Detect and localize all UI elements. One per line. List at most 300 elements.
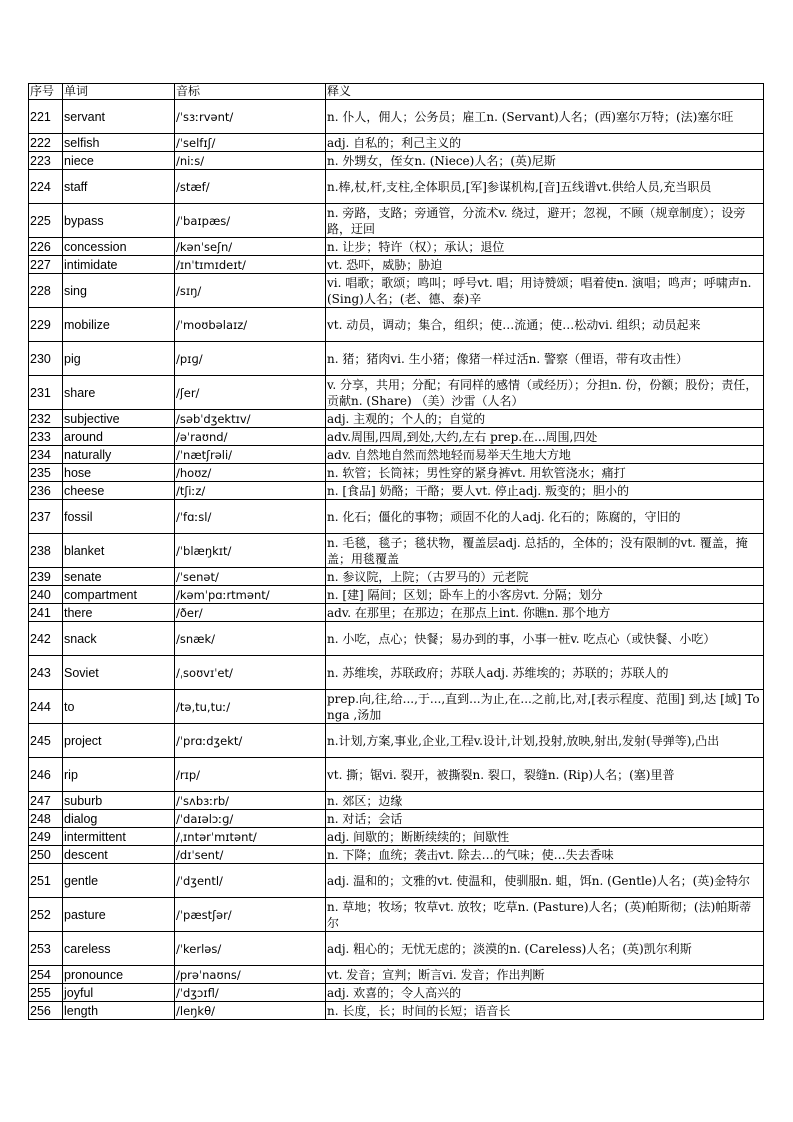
- phonetic-cell-text: /ˈblæŋkɪt/: [176, 543, 232, 558]
- table-row: [29, 792, 764, 810]
- phonetic-cell: [175, 792, 326, 810]
- definition-cell: [326, 376, 764, 410]
- definition-cell-text: adj. 间歇的；断断续续的；间歇性: [327, 829, 510, 844]
- row-number-text: 234: [30, 447, 51, 462]
- phonetic-cell: [175, 428, 326, 446]
- word-cell-text: there: [64, 605, 93, 620]
- phonetic-cell-text: /səbˈdʒektɪv/: [176, 411, 251, 426]
- row-number: [29, 446, 63, 464]
- word-cell-text: servant: [64, 109, 105, 124]
- header-word: 单词: [63, 84, 175, 100]
- row-number: [29, 152, 63, 170]
- phonetic-cell: [175, 966, 326, 984]
- table-header-row: [29, 84, 764, 100]
- row-number: [29, 656, 63, 690]
- word-cell-text: descent: [64, 847, 108, 862]
- table-row: [29, 690, 764, 724]
- phonetic-cell: [175, 622, 326, 656]
- row-number-text: 255: [30, 985, 51, 1000]
- definition-cell: [326, 690, 764, 724]
- row-number: [29, 758, 63, 792]
- definition-cell-text: vt. 动员，调动；集合，组织；使…流通；使…松动vi. 组织；动员起来: [327, 317, 701, 332]
- word-cell: [63, 410, 175, 428]
- word-cell-text: joyful: [64, 985, 94, 1000]
- phonetic-cell-text: /snæk/: [176, 631, 215, 646]
- word-cell: [63, 810, 175, 828]
- definition-cell-text: n. 化石；僵化的事物；顽固不化的人adj. 化石的；陈腐的，守旧的: [327, 509, 681, 524]
- phonetic-cell-text: /ˈbaɪpæs/: [176, 213, 231, 228]
- phonetic-cell: [175, 724, 326, 758]
- table-row: [29, 724, 764, 758]
- word-cell: [63, 100, 175, 134]
- phonetic-cell-text: /sɪŋ/: [176, 283, 202, 298]
- row-number-text: 249: [30, 829, 51, 844]
- phonetic-cell: [175, 810, 326, 828]
- table-row: [29, 464, 764, 482]
- definition-cell: [326, 308, 764, 342]
- definition-cell-text: n. [食品] 奶酪；干酪；要人vt. 停止adj. 叛变的；胆小的: [327, 483, 629, 498]
- phonetic-cell: [175, 342, 326, 376]
- definition-cell-text: adv. 在那里；在那边；在那点上int. 你瞧n. 那个地方: [327, 605, 611, 620]
- table-row: [29, 1002, 764, 1020]
- definition-cell: [326, 534, 764, 568]
- row-number: [29, 586, 63, 604]
- phonetic-cell-text: /ˈkerləs/: [176, 941, 222, 956]
- definition-cell-text: n. 草地；牧场；牧草vt. 放牧；吃草n. (Pasture)人名；(英)帕斯彻；(法)帕斯蒂尔: [327, 899, 752, 930]
- definition-cell-text: adv. 自然地自然而然地轻而易举天生地大方地: [327, 447, 571, 462]
- word-cell: [63, 984, 175, 1002]
- phonetic-cell: [175, 410, 326, 428]
- word-cell-text: compartment: [64, 587, 137, 602]
- row-number-text: 231: [30, 385, 51, 400]
- definition-cell-text: n. [建] 隔间；区划；卧车上的小客房vt. 分隔；划分: [327, 587, 603, 602]
- definition-cell: [326, 792, 764, 810]
- table-row: [29, 342, 764, 376]
- phonetic-cell: [175, 586, 326, 604]
- word-cell: [63, 898, 175, 932]
- definition-cell: [326, 966, 764, 984]
- row-number-text: 237: [30, 509, 51, 524]
- word-cell: [63, 1002, 175, 1020]
- phonetic-cell-text: /prəˈnaʊns/: [176, 967, 241, 982]
- word-cell: [63, 256, 175, 274]
- table-row: [29, 308, 764, 342]
- row-number-text: 243: [30, 665, 51, 680]
- row-number-text: 247: [30, 793, 51, 808]
- phonetic-cell: [175, 604, 326, 622]
- word-cell-text: intermittent: [64, 829, 126, 844]
- row-number-text: 235: [30, 465, 51, 480]
- row-number: [29, 568, 63, 586]
- definition-cell-text: n. 长度，长；时间的长短；语音长: [327, 1003, 511, 1018]
- table-row: [29, 966, 764, 984]
- phonetic-cell-text: /ˈprɑːdʒekt/: [176, 733, 243, 748]
- row-number: [29, 792, 63, 810]
- word-cell-text: blanket: [64, 543, 105, 558]
- phonetic-cell-text: /kənˈseʃn/: [176, 239, 233, 254]
- definition-cell-text: n. 郊区；边缘: [327, 793, 403, 808]
- row-number: [29, 100, 63, 134]
- word-cell: [63, 932, 175, 966]
- row-number: [29, 500, 63, 534]
- phonetic-cell: [175, 482, 326, 500]
- definition-cell-text: adj. 温和的；文雅的vt. 使温和，使驯服n. 蛆，饵n. (Gentle)人名；(英)金特尔: [327, 873, 751, 888]
- word-cell: [63, 376, 175, 410]
- row-number-text: 232: [30, 411, 51, 426]
- definition-cell: [326, 482, 764, 500]
- word-cell-text: sing: [64, 283, 87, 298]
- phonetic-cell-text: /leŋkθ/: [176, 1003, 216, 1018]
- word-cell-text: hose: [64, 465, 92, 480]
- word-cell-text: around: [64, 429, 103, 444]
- phonetic-cell-text: /ˈpæstʃər/: [176, 907, 232, 922]
- row-number-text: 229: [30, 317, 51, 332]
- word-cell-text: length: [64, 1003, 99, 1018]
- definition-cell: [326, 152, 764, 170]
- phonetic-cell-text: /ʃer/: [176, 385, 200, 400]
- row-number: [29, 464, 63, 482]
- row-number: [29, 410, 63, 428]
- row-number-text: 236: [30, 483, 51, 498]
- phonetic-cell: [175, 828, 326, 846]
- word-cell-text: share: [64, 385, 96, 400]
- row-number: [29, 428, 63, 446]
- word-cell-text: senate: [64, 569, 102, 584]
- word-cell: [63, 428, 175, 446]
- row-number-text: 222: [30, 135, 51, 150]
- phonetic-cell-text: /ˈdaɪəlɔːɡ/: [176, 811, 234, 826]
- word-cell-text: dialog: [64, 811, 98, 826]
- phonetic-cell: [175, 446, 326, 464]
- row-number: [29, 534, 63, 568]
- phonetic-cell: [175, 1002, 326, 1020]
- definition-cell: [326, 604, 764, 622]
- definition-cell-text: n. 软管；长筒袜；男性穿的紧身裤vt. 用软管浇水；痛打: [327, 465, 626, 480]
- word-cell: [63, 622, 175, 656]
- row-number-text: 224: [30, 179, 51, 194]
- row-number: [29, 170, 63, 204]
- row-number-text: 226: [30, 239, 51, 254]
- row-number-text: 241: [30, 605, 51, 620]
- row-number: [29, 1002, 63, 1020]
- phonetic-cell: [175, 152, 326, 170]
- word-cell: [63, 204, 175, 238]
- header-number: 序号: [29, 84, 63, 100]
- definition-cell-text: n. 参议院，上院；（古罗马的）元老院: [327, 569, 529, 584]
- definition-cell: [326, 898, 764, 932]
- definition-cell: [326, 170, 764, 204]
- word-cell: [63, 966, 175, 984]
- definition-cell-text: n. 毛毯，毯子；毯状物，覆盖层adj. 总括的，全体的；没有限制的vt. 覆盖，掩盖；用毯覆盖: [327, 535, 748, 566]
- row-number-text: 240: [30, 587, 51, 602]
- definition-cell: [326, 828, 764, 846]
- phonetic-cell-text: /ˈselfɪʃ/: [176, 135, 216, 150]
- phonetic-cell: [175, 690, 326, 724]
- word-cell: [63, 170, 175, 204]
- definition-cell-text: v. 分享，共用；分配；有同样的感情（或经历）；分担n. 份，份额；股份；责任，贡献n. (Share) （美）沙雷（人名）: [327, 377, 758, 408]
- row-number-text: 228: [30, 283, 51, 298]
- word-cell: [63, 758, 175, 792]
- row-number: [29, 690, 63, 724]
- row-number-text: 246: [30, 767, 51, 782]
- definition-cell: [326, 274, 764, 308]
- phonetic-cell: [175, 308, 326, 342]
- definition-cell: [326, 810, 764, 828]
- word-cell: [63, 846, 175, 864]
- row-number: [29, 342, 63, 376]
- row-number: [29, 376, 63, 410]
- definition-cell-text: n. 仆人，佣人；公务员；雇工n. (Servant)人名；(西)塞尔万特；(法)塞尔旺: [327, 109, 734, 124]
- row-number-text: 223: [30, 153, 51, 168]
- phonetic-cell-text: /ˈsenət/: [176, 569, 219, 584]
- phonetic-cell-text: /ɪnˈtɪmɪdeɪt/: [176, 257, 246, 272]
- definition-cell: [326, 446, 764, 464]
- definition-cell: [326, 410, 764, 428]
- table-row: [29, 898, 764, 932]
- word-cell-text: selfish: [64, 135, 100, 150]
- header-definition: 释义: [326, 84, 764, 100]
- definition-cell-text: prep.向,往,给...,于...,直到...为止,在...之前,比,对,[表示程度、范围] 到,达 [域] Tonga ,汤加: [327, 691, 760, 722]
- word-cell: [63, 482, 175, 500]
- definition-cell-text: adj. 粗心的；无忧无虑的；淡漠的n. (Careless)人名；(英)凯尔利斯: [327, 941, 692, 956]
- word-cell-text: suburb: [64, 793, 103, 808]
- phonetic-cell: [175, 376, 326, 410]
- row-number-text: 248: [30, 811, 51, 826]
- table-row: [29, 152, 764, 170]
- definition-cell: [326, 846, 764, 864]
- word-cell: [63, 828, 175, 846]
- word-cell-text: to: [64, 699, 75, 714]
- row-number-text: 225: [30, 213, 51, 228]
- header-phonetic: 音标: [175, 84, 326, 100]
- table-row: [29, 604, 764, 622]
- phonetic-cell-text: /ˈfɑːsl/: [176, 509, 212, 524]
- word-cell: [63, 792, 175, 810]
- word-cell: [63, 238, 175, 256]
- definition-cell: [326, 204, 764, 238]
- phonetic-cell-text: /ˈdʒentl/: [176, 873, 223, 888]
- definition-cell: [326, 984, 764, 1002]
- table-row: [29, 568, 764, 586]
- table-row: [29, 238, 764, 256]
- row-number: [29, 622, 63, 656]
- definition-cell-text: adj. 自私的；利己主义的: [327, 135, 462, 150]
- row-number-text: 227: [30, 257, 51, 272]
- table-row: [29, 846, 764, 864]
- phonetic-cell-text: /ˌɪntərˈmɪtənt/: [176, 829, 257, 844]
- phonetic-cell-text: /dɪˈsent/: [176, 847, 224, 862]
- table-row: [29, 656, 764, 690]
- word-cell: [63, 690, 175, 724]
- row-number: [29, 482, 63, 500]
- definition-cell-text: n.棒,杖,杆,支柱,全体职员,[军]参谋机构,[音]五线谱vt.供给人员,充当职员: [327, 179, 712, 194]
- vocabulary-table: [28, 83, 764, 1020]
- definition-cell-text: vt. 恐吓，威胁；胁迫: [327, 257, 443, 272]
- definition-cell: [326, 758, 764, 792]
- phonetic-cell: [175, 656, 326, 690]
- row-number: [29, 308, 63, 342]
- row-number: [29, 984, 63, 1002]
- table-row: [29, 984, 764, 1002]
- definition-cell: [326, 568, 764, 586]
- row-number: [29, 204, 63, 238]
- word-cell-text: project: [64, 733, 102, 748]
- row-number-text: 252: [30, 907, 51, 922]
- phonetic-cell-text: /ˈnætʃrəli/: [176, 447, 233, 462]
- definition-cell: [326, 864, 764, 898]
- table-row: [29, 134, 764, 152]
- phonetic-cell-text: /kəmˈpɑːrtmənt/: [176, 587, 270, 602]
- word-cell: [63, 656, 175, 690]
- row-number: [29, 256, 63, 274]
- phonetic-cell: [175, 134, 326, 152]
- row-number: [29, 898, 63, 932]
- row-number: [29, 932, 63, 966]
- table-row: [29, 100, 764, 134]
- table-row: [29, 534, 764, 568]
- table-row: [29, 586, 764, 604]
- word-cell: [63, 274, 175, 308]
- row-number-text: 245: [30, 733, 51, 748]
- word-cell-text: subjective: [64, 411, 120, 426]
- word-cell-text: mobilize: [64, 317, 110, 332]
- definition-cell-text: n. 让步；特许（权）；承认；退位: [327, 239, 505, 254]
- row-number-text: 242: [30, 631, 51, 646]
- definition-cell: [326, 500, 764, 534]
- phonetic-cell: [175, 932, 326, 966]
- word-cell-text: staff: [64, 179, 88, 194]
- row-number: [29, 966, 63, 984]
- word-cell: [63, 464, 175, 482]
- phonetic-cell-text: /hoʊz/: [176, 465, 212, 480]
- table-row: [29, 428, 764, 446]
- phonetic-cell-text: /ˌsoʊvɪˈet/: [176, 665, 233, 680]
- table-row: [29, 810, 764, 828]
- row-number-text: 238: [30, 543, 51, 558]
- phonetic-cell-text: /tə,tu,tuː/: [176, 699, 231, 714]
- definition-cell-text: n. 小吃，点心；快餐；易办到的事，小事一桩v. 吃点心（或快餐、小吃）: [327, 631, 716, 646]
- row-number-text: 239: [30, 569, 51, 584]
- row-number-text: 233: [30, 429, 51, 444]
- word-cell-text: snack: [64, 631, 97, 646]
- definition-cell: [326, 622, 764, 656]
- phonetic-cell: [175, 984, 326, 1002]
- word-cell: [63, 724, 175, 758]
- word-cell: [63, 152, 175, 170]
- phonetic-cell: [175, 568, 326, 586]
- phonetic-cell: [175, 238, 326, 256]
- phonetic-cell: [175, 846, 326, 864]
- word-cell: [63, 134, 175, 152]
- row-number: [29, 864, 63, 898]
- word-cell-text: rip: [64, 767, 78, 782]
- row-number-text: 253: [30, 941, 51, 956]
- word-cell-text: bypass: [64, 213, 104, 228]
- word-cell-text: niece: [64, 153, 94, 168]
- phonetic-cell-text: /pɪɡ/: [176, 351, 203, 366]
- phonetic-cell-text: /rɪp/: [176, 767, 201, 782]
- word-cell: [63, 568, 175, 586]
- table-row: [29, 204, 764, 238]
- phonetic-cell-text: /ˈsʌbɜːrb/: [176, 793, 230, 808]
- phonetic-cell-text: /ˈsɜːrvənt/: [176, 109, 234, 124]
- phonetic-cell-text: /əˈraʊnd/: [176, 429, 228, 444]
- row-number: [29, 134, 63, 152]
- word-cell: [63, 586, 175, 604]
- definition-cell: [326, 1002, 764, 1020]
- row-number-text: 221: [30, 109, 51, 124]
- word-cell-text: Soviet: [64, 665, 99, 680]
- definition-cell-text: n. 猪；猪肉vi. 生小猪；像猪一样过活n. 警察（俚语，带有攻击性）: [327, 351, 688, 366]
- phonetic-cell: [175, 204, 326, 238]
- definition-cell-text: vi. 唱歌；歌颂；鸣叫；呼号vt. 唱；用诗赞颂；唱着使n. 演唱；鸣声；呼啸声n. (Sing)人名；(老、德、泰)辛: [327, 275, 752, 306]
- phonetic-cell: [175, 256, 326, 274]
- word-cell-text: pig: [64, 351, 81, 366]
- table-row: [29, 622, 764, 656]
- row-number: [29, 238, 63, 256]
- phonetic-cell-text: /ðer/: [176, 605, 203, 620]
- word-cell-text: cheese: [64, 483, 105, 498]
- word-cell: [63, 604, 175, 622]
- phonetic-cell: [175, 534, 326, 568]
- definition-cell: [326, 724, 764, 758]
- row-number: [29, 724, 63, 758]
- definition-cell-text: adv.周围,四周,到处,大约,左右 prep.在...周围,四处: [327, 429, 598, 444]
- phonetic-cell-text: /ˈmoʊbəlaɪz/: [176, 317, 248, 332]
- phonetic-cell: [175, 170, 326, 204]
- phonetic-cell: [175, 100, 326, 134]
- table-row: [29, 410, 764, 428]
- definition-cell-text: n. 下降；血统；袭击vt. 除去…的气味；使…失去香味: [327, 847, 614, 862]
- table-row: [29, 170, 764, 204]
- definition-cell: [326, 428, 764, 446]
- word-cell: [63, 534, 175, 568]
- definition-cell: [326, 932, 764, 966]
- row-number-text: 256: [30, 1003, 51, 1018]
- phonetic-cell-text: /stæf/: [176, 179, 210, 194]
- row-number: [29, 810, 63, 828]
- definition-cell: [326, 342, 764, 376]
- definition-cell-text: vt. 发音；宣判；断言vi. 发音；作出判断: [327, 967, 545, 982]
- row-number: [29, 846, 63, 864]
- word-cell-text: concession: [64, 239, 127, 254]
- phonetic-cell-text: /tʃiːz/: [176, 483, 206, 498]
- definition-cell-text: n. 外甥女，侄女n. (Niece)人名；(英)尼斯: [327, 153, 556, 168]
- word-cell-text: pronounce: [64, 967, 124, 982]
- row-number-text: 250: [30, 847, 51, 862]
- definition-cell-text: vt. 撕；锯vi. 裂开，被撕裂n. 裂口，裂缝n. (Rip)人名；(塞)里普: [327, 767, 675, 782]
- word-cell-text: pasture: [64, 907, 106, 922]
- table-row: [29, 376, 764, 410]
- definition-cell: [326, 238, 764, 256]
- table-row: [29, 256, 764, 274]
- word-cell-text: naturally: [64, 447, 112, 462]
- phonetic-cell: [175, 464, 326, 482]
- definition-cell-text: n. 旁路，支路；旁通管，分流术v. 绕过，避开；忽视，不顾（规章制度）；设旁路，迂回: [327, 205, 746, 236]
- row-number: [29, 604, 63, 622]
- table-row: [29, 482, 764, 500]
- phonetic-cell: [175, 500, 326, 534]
- definition-cell: [326, 256, 764, 274]
- word-cell: [63, 342, 175, 376]
- word-cell: [63, 864, 175, 898]
- definition-cell: [326, 656, 764, 690]
- definition-cell-text: n.计划,方案,事业,企业,工程v.设计,计划,投射,放映,射出,发射(导弹等),凸出: [327, 733, 720, 748]
- table-row: [29, 274, 764, 308]
- definition-cell: [326, 586, 764, 604]
- row-number-text: 230: [30, 351, 51, 366]
- phonetic-cell-text: /ˈdʒɔɪfl/: [176, 985, 219, 1000]
